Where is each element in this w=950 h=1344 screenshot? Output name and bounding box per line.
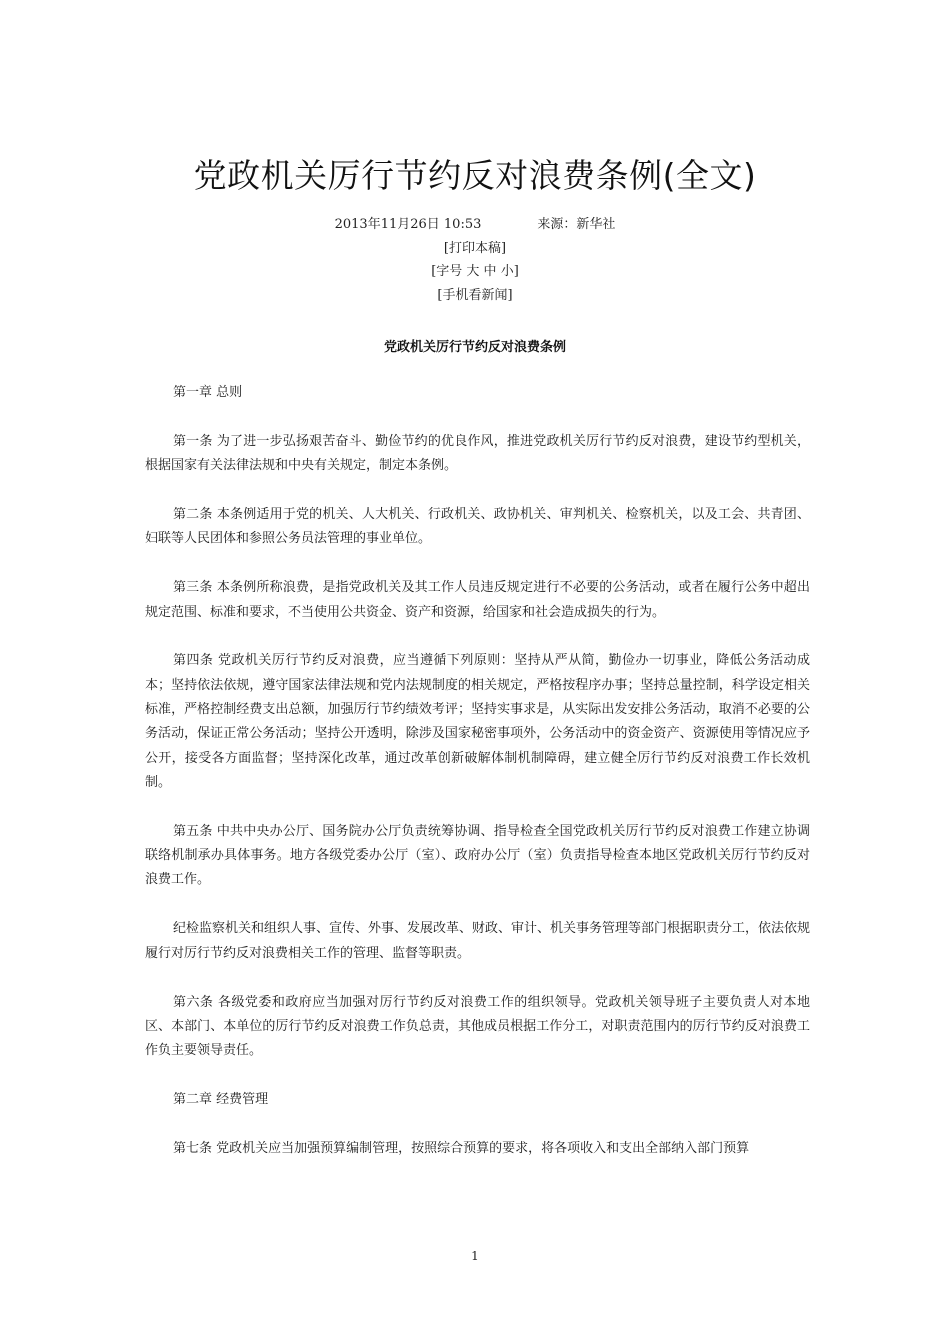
page-number: 1: [471, 1249, 479, 1263]
article-paragraph: 第五条 中共中央办公厅、国务院办公厅负责统筹协调、指导检查全国党政机关厉行节约反对浪费工作建立协调联络机制承办具体事务。地方各级党委办公厅（室）、政府办公厅（室）负责指导检查本地区党政机关厉行节约反对浪费工作。: [145, 823, 810, 888]
article-paragraph: 第一条 为了进一步弘扬艰苦奋斗、勤俭节约的优良作风，推进党政机关厉行节约反对浪费，建设节约型机关，根据国家有关法律法规和中央有关规定，制定本条例。: [145, 433, 810, 474]
document-title: 党政机关厉行节约反对浪费条例(全文): [193, 156, 757, 195]
chapter-heading: 第一章 总则: [173, 385, 243, 400]
article-paragraph: 第六条 各级党委和政府应当加强对厉行节约反对浪费工作的组织领导。党政机关领导班子主要负责人对本地区、本部门、本单位的厉行节约反对浪费工作负总责，其他成员根据工作分工，对职责范围内的厉行节约反对浪费工作负主要领导责任。: [145, 994, 810, 1059]
article-paragraph: 纪检监察机关和组织人事、宣传、外事、发展改革、财政、审计、机关事务管理等部门根据职责分工，依法依规履行对厉行节约反对浪费相关工作的管理、监督等职责。: [145, 921, 811, 961]
chapter-heading: 第二章 经费管理: [173, 1091, 269, 1107]
publish-date: 2013年11月26日 10:53: [334, 217, 482, 232]
regulation-subtitle: 党政机关厉行节约反对浪费条例: [383, 340, 566, 355]
date-source-line: [0, 213, 950, 237]
article-paragraph: 第七条 党政机关应当加强预算编制管理，按照综合预算的要求，将各项收入和支出全部纳入部门预算: [173, 1140, 750, 1156]
document-body: [145, 381, 810, 1186]
print-link[interactable]: [打印本稿]: [443, 240, 507, 256]
article-paragraph: 第二条 本条例适用于党的机关、人大机关、行政机关、政协机关、审判机关、检察机关，以及工会、共青团、妇联等人民团体和参照公务员法管理的事业单位。: [145, 507, 810, 547]
font-size-link[interactable]: [字号 大 中 小]: [431, 264, 519, 279]
mobile-news-link[interactable]: [手机看新闻]: [437, 287, 513, 303]
article-meta: [0, 213, 950, 307]
news-source: 来源：新华社: [537, 217, 616, 232]
article-paragraph: 第三条 本条例所称浪费，是指党政机关及其工作人员违反规定进行不必要的公务活动，或者在履行公务中超出规定范围、标准和要求，不当使用公共资金、资产和资源，给国家和社会造成损失的行为。: [145, 580, 810, 620]
article-paragraph: 第四条 党政机关厉行节约反对浪费，应当遵循下列原则：坚持从严从简，勤俭办一切事业，降低公务活动成本；坚持依法依规，遵守国家法律法规和党内法规制度的相关规定，严格按程序办事；坚持总量控制，科学设定相关标准，严格控制经费支出总额，加强厉行节约绩效考评；坚持实事求是，从实际出发安排公务活动，取消不必要的公务活动，保证正常公务活动；坚持公开透明，除涉及国家秘密事项外，公务活动中的资金资产、资源使用等情况应予公开，接受各方面监督；坚持深化改革，通过改革创新破解体制机制障碍，建立健全厉行节约反对浪费工作长效机制。: [145, 653, 810, 790]
